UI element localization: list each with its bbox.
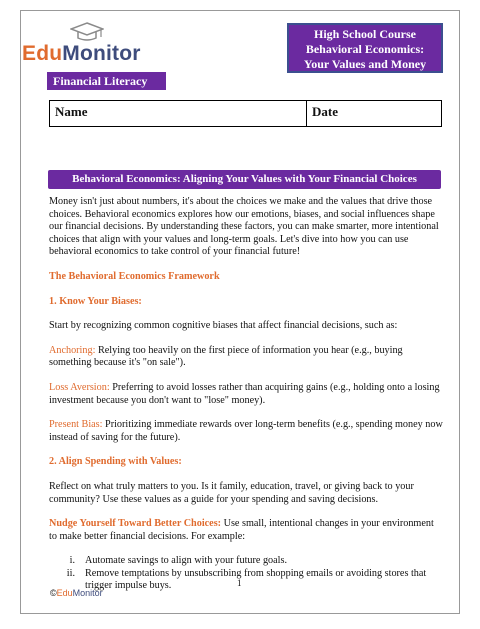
footer-edu: Edu [56,588,73,598]
list-marker: i. [69,555,75,567]
date-field[interactable] [307,101,441,126]
section2-intro: Reflect on what truly matters to you. Is it family, education, travel, or giving back to your community? Use these values as a guide for your spending and saving decisions. [49,480,414,505]
nudge-paragraph [49,518,444,543]
bias-loss-aversion [49,382,444,407]
logo-edu: Edu [22,42,63,65]
intro-paragraph: Money isn't just about numbers, it's about the choices we make and the values that drive those choices. Behavioral economics explores how our emotions, biases, and social influences shape our financial decisions. By understanding these factors, you can make smarter, more intentional choices that align with your values and long-term goals. Let's dive into how you can use behavioral economics to take control of your financial future! [49,196,439,258]
course-line-3: Your Values and Money [303,57,427,71]
list-item [49,568,444,593]
nudge-text: Use small, intentional changes in your environment to make better financial decisions. For example: [49,518,434,542]
bias-text: Prioritizing immediate rewards over long-term benefits (e.g., spending money now instead of saving for the future). [49,419,443,443]
framework-heading: The Behavioral Economics Framework [49,270,220,282]
page-number: 1 [237,578,242,588]
course-line-2: Behavioral Economics: [305,42,425,56]
course-line-1: High School Course [313,27,416,41]
logo-wordmark [22,42,141,66]
section2-heading: 2. Align Spending with Values: [49,456,182,468]
footer-monitor: Monitor [72,588,103,598]
course-title-box [287,23,443,73]
section-banner: Behavioral Economics: Aligning Your Values with Your Financial Choices [48,170,441,189]
subject-label: Financial Literacy [47,72,166,90]
section1-intro: Start by recognizing common cognitive biases that affect financial decisions, such as: [49,320,398,332]
bias-term: Anchoring: [49,344,96,356]
edumonitor-logo [22,22,192,70]
copyright-symbol: © [50,588,57,598]
list-item [49,555,444,568]
list-text: Automate savings to align with your future goals. [85,555,288,567]
date-label: Date [312,104,338,119]
graduation-cap-icon [70,22,104,42]
bias-anchoring [49,345,444,370]
list-marker: ii. [66,567,75,579]
name-field[interactable] [50,101,307,126]
name-label: Name [55,104,88,119]
name-date-table [49,100,442,127]
footer-copyright [50,588,103,598]
bias-term: Loss Aversion: [49,381,110,393]
bias-text: Relying too heavily on the first piece of information you hear (e.g., buying something because it's "on sale"). [49,344,403,369]
document-body [49,196,444,593]
bias-present-bias [49,419,444,444]
section1-heading: 1. Know Your Biases: [49,295,142,307]
bias-text: Preferring to avoid losses rather than acquiring gains (e.g., holding onto a losing investment because you don't want to "lose" money). [49,381,440,406]
nudge-term: Nudge Yourself Toward Better Choices: [49,518,222,530]
nudge-list [49,555,444,593]
logo-monitor: Monitor [62,42,141,65]
list-text: Remove temptations by unsubscribing from shopping emails or avoiding stores that trigger impulse buys. [85,567,427,592]
bias-term: Present Bias: [49,419,103,431]
